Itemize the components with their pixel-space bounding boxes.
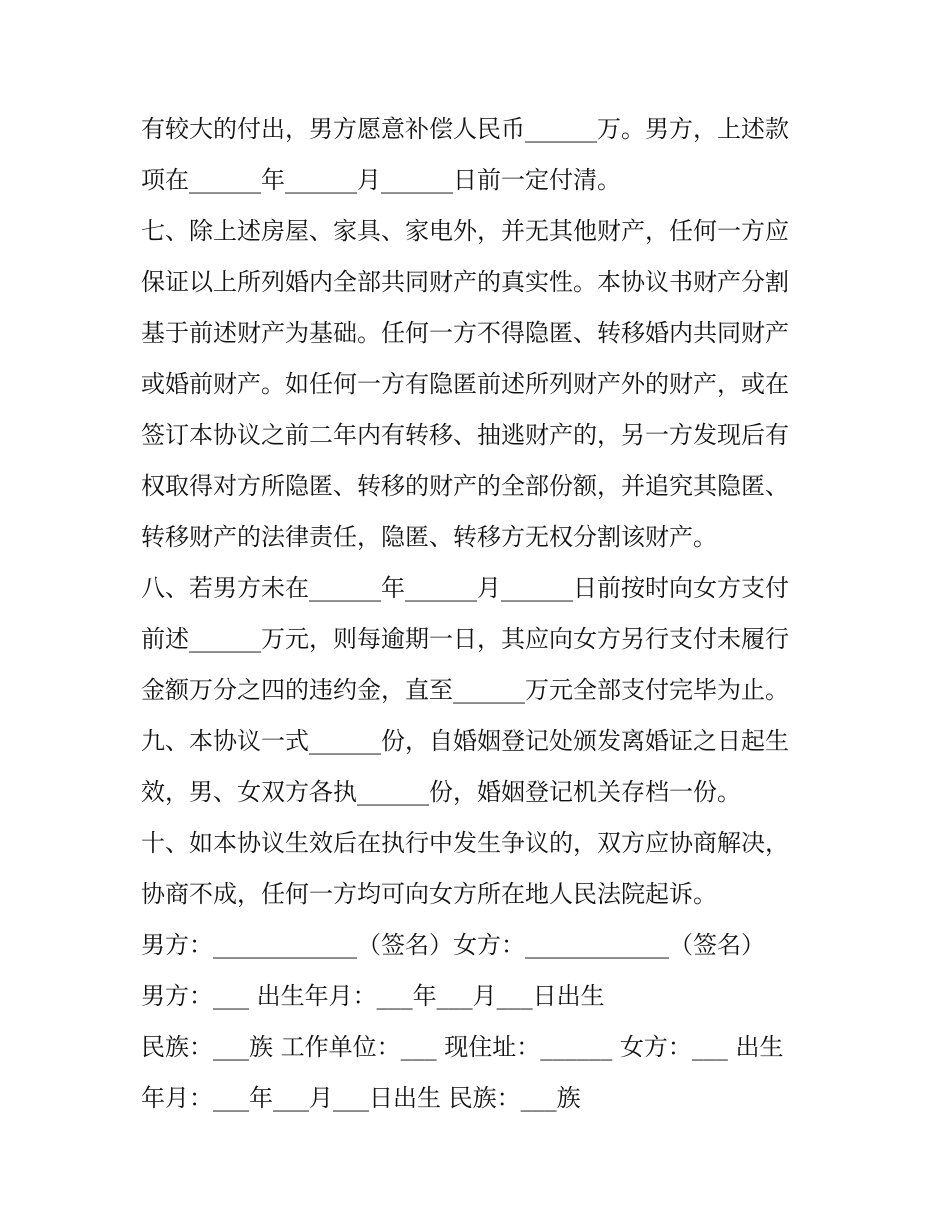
agreement-text bbox=[141, 104, 821, 1124]
text-line-continuation-compensation: 有较大的付出，男方愿意补偿人民币______万。男方，上述款 bbox=[141, 115, 789, 143]
text-line-clause-7: 或婚前财产。如任何一方有隐匿前述所列财产外的财产，或在 bbox=[141, 370, 789, 398]
text-line-female-info: 年月：___年___月___日出生 民族：___族 bbox=[141, 1084, 581, 1112]
text-line-clause-7: 保证以上所列婚内全部共同财产的真实性。本协议书财产分割 bbox=[141, 268, 789, 296]
text-line-clause-8: 前述______万元，则每逾期一日，其应向女方另行支付未履行 bbox=[141, 625, 789, 653]
text-line-clause-7-start: 七、除上述房屋、家具、家电外，并无其他财产，任何一方应 bbox=[141, 217, 789, 245]
text-line-clause-8-end: 金额万分之四的违约金，直至______万元全部支付完毕为止。 bbox=[141, 676, 789, 704]
text-line-signatures: 男方：____________（签名）女方：____________（签名） bbox=[141, 931, 765, 959]
text-line-male-info: 男方：___ 出生年月：___年___月___日出生 bbox=[141, 982, 605, 1010]
text-line-payment-deadline: 项在______年______月______日前一定付清。 bbox=[141, 166, 621, 194]
text-line-clause-10-start: 十、如本协议生效后在执行中发生争议的，双方应协商解决， bbox=[141, 829, 789, 857]
text-line-clause-10-end: 协商不成，任何一方均可向女方所在地人民法院起诉。 bbox=[141, 880, 717, 908]
text-line-clause-7: 基于前述财产为基础。任何一方不得隐匿、转移婚内共同财产 bbox=[141, 319, 789, 347]
text-line-clause-7-end: 转移财产的法律责任，隐匿、转移方无权分割该财产。 bbox=[141, 523, 717, 551]
text-line-clause-7: 签订本协议之前二年内有转移、抽逃财产的，另一方发现后有 bbox=[141, 421, 789, 449]
text-line-clause-9-end: 效，男、女双方各执______份，婚姻登记机关存档一份。 bbox=[141, 778, 741, 806]
text-line-clause-8-start: 八、若男方未在______年______月______日前按时向女方支付 bbox=[141, 574, 789, 602]
text-line-clause-7: 权取得对方所隐匿、转移的财产的全部份额，并追究其隐匿、 bbox=[141, 472, 789, 500]
text-line-ethnicity-work-address: 民族：___族 工作单位：___ 现住址：______ 女方：___ 出生 bbox=[141, 1033, 784, 1061]
text-line-clause-9-start: 九、本协议一式______份，自婚姻登记处颁发离婚证之日起生 bbox=[141, 727, 789, 755]
